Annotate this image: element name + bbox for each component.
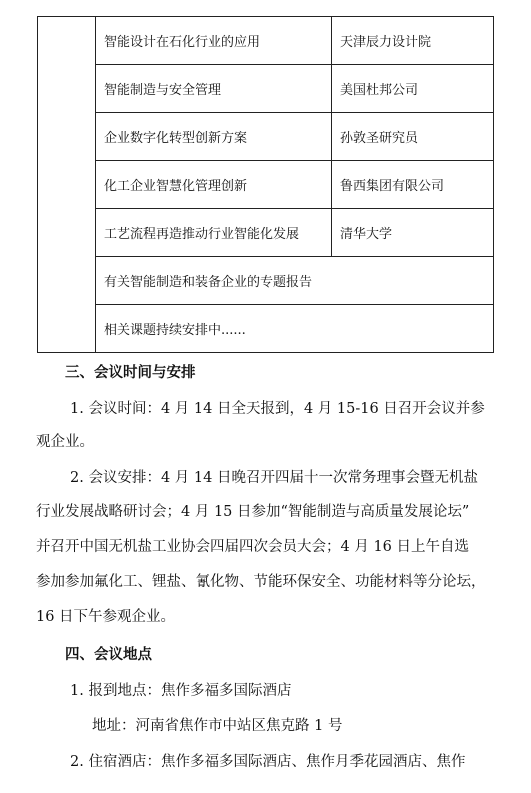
table-row	[38, 257, 494, 305]
table-row	[38, 65, 494, 113]
topic-cell: 化工企业智慧化管理创新	[96, 161, 332, 209]
section4-item2: 2. 住宿酒店：焦作多福多国际酒店、焦作月季花园酒店、焦作	[70, 754, 466, 770]
topic-cell: 企业数字化转型创新方案	[96, 113, 332, 161]
table-row	[38, 161, 494, 209]
section4-address: 地址：河南省焦作市中站区焦克路 1 号	[92, 718, 343, 734]
org-cell: 鲁西集团有限公司	[332, 161, 494, 209]
topic-cell: 智能设计在石化行业的应用	[96, 17, 332, 65]
section3-item2-line2: 行业发展战略研讨会；4 月 15 日参加“智能制造与高质量发展论坛”	[36, 504, 470, 520]
span-cell: 有关智能制造和装备企业的专题报告	[96, 257, 494, 305]
span-cell: 相关课题持续安排中......	[96, 305, 494, 353]
org-cell: 美国杜邦公司	[332, 65, 494, 113]
blank-cell	[38, 17, 96, 353]
section3-item1-line2: 观企业。	[36, 434, 94, 450]
org-cell: 天津辰力设计院	[332, 17, 494, 65]
section3-item2-line5: 16 日下午参观企业。	[36, 609, 176, 625]
section4-item1: 1. 报到地点：焦作多福多国际酒店	[70, 683, 292, 699]
topic-cell: 智能制造与安全管理	[96, 65, 332, 113]
section4-heading: 四、会议地点	[65, 646, 152, 663]
section3-item2-line3: 并召开中国无机盐工业协会四届四次会员大会；4 月 16 日上午自选	[36, 539, 470, 555]
section3-item1-line1: 1. 会议时间：4 月 14 日全天报到，4 月 15-16 日召开会议并参	[70, 401, 485, 417]
topics-table	[37, 16, 494, 353]
table-row	[38, 17, 494, 65]
section3-item2-line4: 参加参加氟化工、锂盐、氰化物、节能环保安全、功能材料等分论坛，	[36, 574, 486, 590]
table-row	[38, 113, 494, 161]
org-cell: 清华大学	[332, 209, 494, 257]
org-cell: 孙敦圣研究员	[332, 113, 494, 161]
table-row	[38, 209, 494, 257]
table-row	[38, 305, 494, 353]
topic-cell: 工艺流程再造推动行业智能化发展	[96, 209, 332, 257]
section3-heading: 三、会议时间与安排	[65, 364, 196, 381]
section3-item2-line1: 2. 会议安排：4 月 14 日晚召开四届十一次常务理事会暨无机盐	[70, 470, 478, 486]
